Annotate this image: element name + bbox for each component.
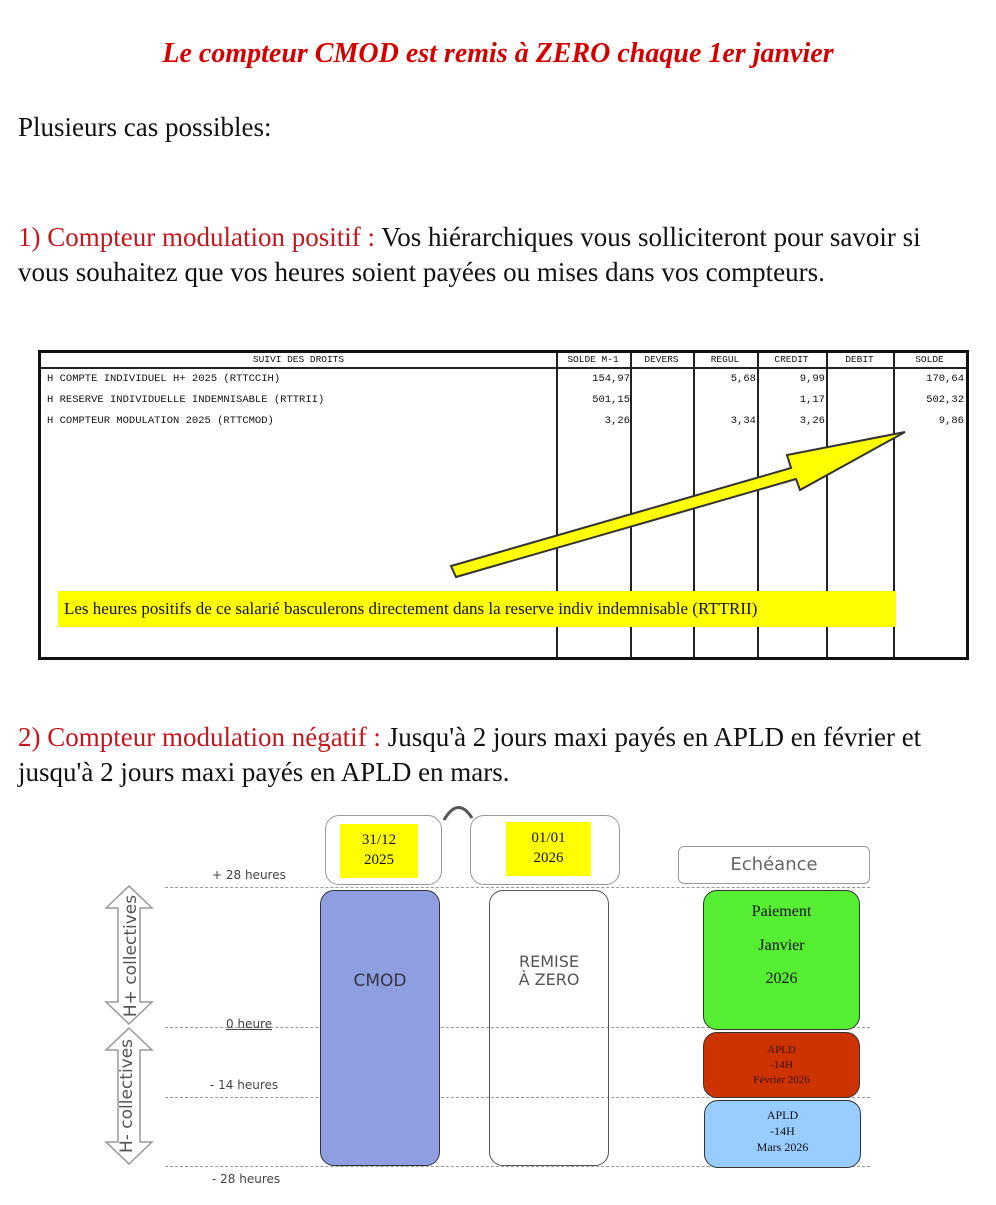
level-plus-28: + 28 heures bbox=[212, 868, 286, 882]
header-solde: SOLDE bbox=[915, 354, 944, 365]
h-plus-label: H+ collectives bbox=[121, 894, 142, 1018]
cell-regul: 5,68 bbox=[730, 373, 756, 385]
case2-label: 2) Compteur modulation négatif : bbox=[18, 722, 381, 752]
mar-line3: Mars 2026 bbox=[756, 1140, 809, 1154]
date-2025 bbox=[340, 824, 418, 878]
cell-credit: 9,99 bbox=[799, 373, 825, 385]
cell-solde-m1: 501,15 bbox=[592, 394, 630, 406]
level-minus-28: - 28 heures bbox=[212, 1172, 281, 1186]
paiement-line2: Janvier bbox=[758, 937, 805, 954]
date-2025-year: 2025 bbox=[364, 852, 394, 868]
header-debit: DEBIT bbox=[845, 354, 874, 365]
case1-text: Vos hiérarchiques vous solliciteront pour savoir si vous souhaitez que vos heures soient payées ou mises dans vos compteurs. bbox=[18, 222, 921, 287]
case1-label: 1) Compteur modulation positif : bbox=[18, 222, 375, 252]
cell-solde-m1: 154,97 bbox=[592, 373, 630, 385]
date-2026-year: 2026 bbox=[533, 850, 564, 866]
mar-line1: APLD bbox=[766, 1108, 799, 1122]
cell-solde: 9,86 bbox=[938, 415, 964, 427]
cell-solde-m1: 3,26 bbox=[604, 415, 630, 427]
date-2026-day: 01/01 bbox=[531, 830, 566, 846]
cell-regul: 3,34 bbox=[730, 415, 756, 427]
reset-bar bbox=[489, 890, 609, 1166]
h-minus-label: H- collectives bbox=[117, 1038, 138, 1154]
mar-line2: -14H bbox=[770, 1124, 795, 1138]
table-note-highlight: Les heures positifs de ce salarié basculerons directement dans la reserve indiv indemnisable (RTTRII) bbox=[58, 591, 896, 627]
header-suivi: SUIVI DES DROITS bbox=[252, 354, 345, 365]
echeance-label: Echéance bbox=[678, 846, 870, 884]
cell-credit: 3,26 bbox=[799, 415, 825, 427]
header-solde-m1: SOLDE M-1 bbox=[567, 354, 619, 365]
row-label: H RESERVE INDIVIDUELLE INDEMNISABLE (RTTRII) bbox=[47, 394, 325, 406]
apld-mars-box bbox=[704, 1100, 861, 1168]
cmod-bar: CMOD bbox=[320, 890, 440, 1166]
header-credit: CREDIT bbox=[774, 354, 809, 365]
feb-line3: Février 2026 bbox=[753, 1074, 810, 1086]
header-regul: REGUL bbox=[710, 354, 740, 365]
date-2025-day: 31/12 bbox=[361, 832, 397, 848]
row-label: H COMPTE INDIVIDUEL H+ 2025 (RTTCCIH) bbox=[47, 373, 281, 385]
row-label: H COMPTEUR MODULATION 2025 (RTTCMOD) bbox=[47, 415, 274, 427]
case2-paragraph bbox=[18, 720, 978, 790]
apld-fevrier-box bbox=[703, 1032, 860, 1098]
cell-solde: 502,32 bbox=[926, 394, 964, 406]
intro-text: Plusieurs cas possibles: bbox=[18, 112, 272, 142]
paiement-line1: Paiement bbox=[751, 903, 812, 920]
case2-text: Jusqu'à 2 jours maxi payés en APLD en février et jusqu'à 2 jours maxi payés en APLD en mars. bbox=[18, 722, 922, 787]
reset-line2: À ZERO bbox=[518, 970, 580, 989]
paiement-line3: 2026 bbox=[765, 970, 798, 987]
page-title: Le compteur CMOD est remis à ZERO chaque 1er janvier bbox=[162, 38, 834, 69]
reset-line1: REMISE bbox=[518, 952, 579, 971]
feb-line1: APLD bbox=[767, 1044, 796, 1056]
level-minus-14: - 14 heures bbox=[210, 1078, 279, 1092]
date-box-2025 bbox=[325, 815, 442, 885]
header-devers: DEVERS bbox=[644, 354, 679, 365]
paiement-janvier-box bbox=[703, 890, 860, 1030]
cell-solde: 170,64 bbox=[926, 373, 964, 385]
date-box-2026 bbox=[470, 815, 620, 885]
level-0: 0 heure bbox=[226, 1017, 273, 1031]
feb-line2: -14H bbox=[770, 1059, 793, 1071]
date-2026 bbox=[506, 822, 591, 876]
cell-credit: 1,17 bbox=[799, 394, 825, 406]
